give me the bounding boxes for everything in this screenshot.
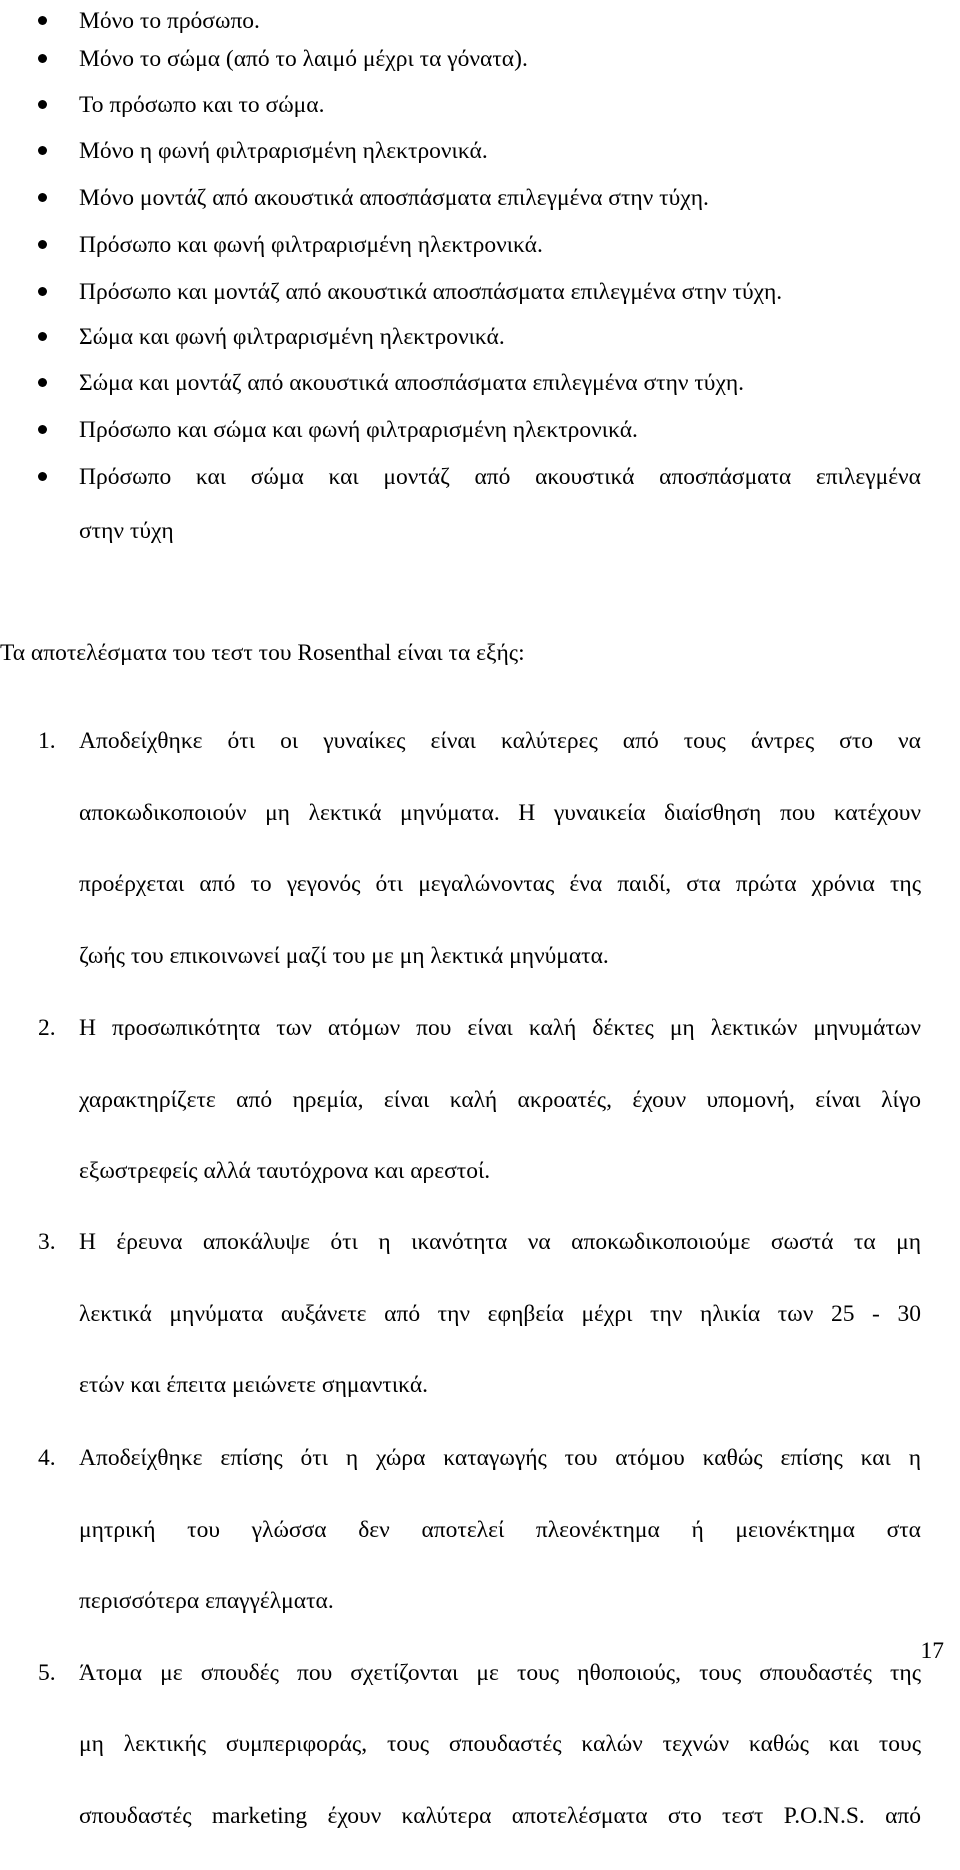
bullet-icon <box>38 100 47 109</box>
bullet-text: Μόνο το πρόσωπο. <box>79 4 939 38</box>
text-line: Άτομα με σπουδές που σχετίζονται με τους ηθοποιούς, τους σπουδαστές της <box>79 1656 921 1690</box>
bullet-icon <box>38 54 47 63</box>
bullet-text: Μόνο μοντάζ από ακουστικά αποσπάσματα επιλεγμένα στην τύχη. <box>79 181 939 215</box>
bullet-text-line: στην τύχη <box>79 514 921 548</box>
result-text <box>79 1656 921 1870</box>
text-line: ετών και έπειτα μειώνετε σημαντικά. <box>79 1368 921 1402</box>
result-text <box>79 1225 921 1440</box>
text-line: μητρική του γλώσσα δεν αποτελεί πλεονέκτημα ή μειονέκτημα στα <box>79 1513 921 1547</box>
text-line: χαρακτηρίζετε από ηρεμία, είναι καλή ακροατές, έχουν υπομονή, είναι λίγο <box>79 1083 921 1117</box>
text-line: σπουδαστές marketing έχουν καλύτερα αποτελέσματα στο τεστ P.O.N.S. από <box>79 1799 921 1833</box>
text-line: αποκωδικοποιούν μη λεκτικά μηνύματα. Η γυναικεία διαίσθηση που κατέχουν <box>79 796 921 830</box>
bullet-icon <box>38 193 47 202</box>
bullet-text: Σώμα και φωνή φιλτραρισμένη ηλεκτρονικά. <box>79 320 939 354</box>
text-line: προέρχεται από το γεγονός ότι μεγαλώνοντας ένα παιδί, στα πρώτα χρόνια της <box>79 867 921 901</box>
bullet-text: Μόνο το σώμα (από το λαιμό μέχρι τα γόνατα). <box>79 42 939 76</box>
bullet-icon <box>38 378 47 387</box>
item-number: 4. <box>38 1441 56 1475</box>
bullet-icon <box>38 425 47 434</box>
bullet-text: Πρόσωπο και σώμα και φωνή φιλτραρισμένη ηλεκτρονικά. <box>79 413 939 447</box>
item-number: 2. <box>38 1011 56 1045</box>
bullet-icon <box>38 287 47 296</box>
result-text <box>79 1441 921 1656</box>
bullet-text-multiline <box>79 460 921 548</box>
bullet-text: Σώμα και μοντάζ από ακουστικά αποσπάσματα επιλεγμένα στην τύχη. <box>79 366 939 400</box>
result-text <box>79 1011 921 1226</box>
text-line: μη λεκτικής συμπεριφοράς, τους σπουδαστές καλών τεχνών καθώς και τους <box>79 1727 921 1761</box>
text-line: περισσότερα επαγγέλματα. <box>79 1584 921 1618</box>
bullet-icon <box>38 332 47 341</box>
bullet-icon <box>38 16 47 25</box>
text-line: Η έρευνα αποκάλυψε ότι η ικανότητα να αποκωδικοποιούμε σωστά τα μη <box>79 1225 921 1259</box>
bullet-icon <box>38 472 47 481</box>
bullet-text: Πρόσωπο και μοντάζ από ακουστικά αποσπάσματα επιλεγμένα στην τύχη. <box>79 275 939 309</box>
item-number: 1. <box>38 724 56 758</box>
text-line: λεκτικά μηνύματα αυξάνετε από την εφηβεία μέχρι την ηλικία των 25 - 30 <box>79 1297 921 1331</box>
results-intro: Τα αποτελέσματα του τεστ του Rosenthal είναι τα εξής: <box>0 636 525 670</box>
bullet-text: Το πρόσωπο και το σώμα. <box>79 88 939 122</box>
bullet-text: Μόνο η φωνή φιλτραρισμένη ηλεκτρονικά. <box>79 134 939 168</box>
text-line: ζωής του επικοινωνεί μαζί του με μη λεκτικά μηνύματα. <box>79 939 921 973</box>
item-number: 3. <box>38 1225 56 1259</box>
bullet-text-line: Πρόσωπο και σώμα και μοντάζ από ακουστικά αποσπάσματα επιλεγμένα <box>79 460 921 494</box>
bullet-text: Πρόσωπο και φωνή φιλτραρισμένη ηλεκτρονικά. <box>79 228 939 262</box>
item-number: 5. <box>38 1656 56 1690</box>
text-line: εξωστρεφείς αλλά ταυτόχρονα και αρεστοί. <box>79 1154 921 1188</box>
text-line: Αποδείχθηκε ότι οι γυναίκες είναι καλύτερες από τους άντρες στο να <box>79 724 921 758</box>
page-number: 17 <box>921 1634 945 1668</box>
text-line: Αποδείχθηκε επίσης ότι η χώρα καταγωγής του ατόμου καθώς επίσης και η <box>79 1441 921 1475</box>
text-line: Η προσωπικότητα των ατόμων που είναι καλή δέκτες μη λεκτικών μηνυμάτων <box>79 1011 921 1045</box>
bullet-icon <box>38 240 47 249</box>
result-text <box>79 724 921 1010</box>
bullet-icon <box>38 146 47 155</box>
